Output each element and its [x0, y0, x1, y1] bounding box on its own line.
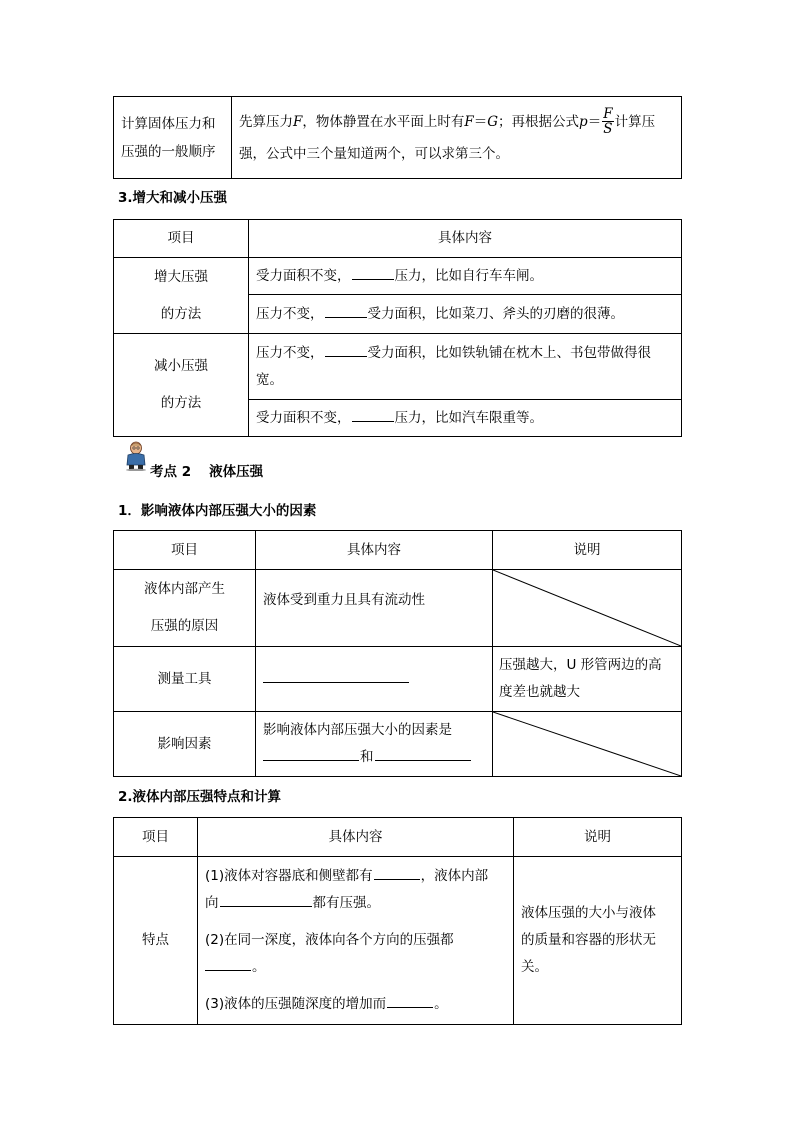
var-F: F — [293, 113, 303, 130]
kaodian-label: 考点 2 — [150, 464, 192, 480]
tool-note-line1: 压强越大，U 形管两边的高 — [499, 657, 662, 673]
header-content: 具体内容 — [256, 531, 493, 570]
feature-p1-text: ，液体内部 — [420, 868, 489, 884]
header-note: 说明 — [493, 531, 682, 570]
tool-note-line2: 度差也就越大 — [499, 684, 580, 700]
factor-line1: 影响液体内部压强大小的因素是 — [263, 722, 452, 738]
answer-blank[interactable] — [205, 956, 251, 971]
feature-p1-text: (1)液体对容器底和侧壁都有 — [205, 868, 373, 884]
feature-note-line2: 的质量和容器的形状无 — [521, 932, 656, 948]
feature-p1-text: 向 — [205, 895, 219, 911]
procedure-text: 计算压 — [614, 113, 656, 130]
eq-G: G — [487, 113, 499, 130]
feature-p2-text: 。 — [252, 959, 266, 975]
dec-r1-text: 压力不变， — [256, 344, 324, 361]
section3-heading: 3.增大和减小压强 — [118, 190, 228, 206]
answer-blank[interactable] — [352, 407, 394, 422]
section1-heading: 1．影响液体内部压强大小的因素 — [118, 503, 317, 519]
formula-eq: ＝ — [587, 113, 602, 130]
header-item: 项目 — [114, 818, 198, 857]
fraction-numerator: F — [603, 106, 613, 122]
feature-note-line3: 关。 — [521, 959, 548, 975]
procedure-content-cell — [232, 97, 682, 179]
solid-pressure-procedure-table — [113, 96, 682, 179]
header-item: 项目 — [114, 531, 256, 570]
formula-p: p — [579, 113, 588, 130]
answer-blank[interactable] — [375, 746, 471, 761]
procedure-label-line1: 计算固体压力和 — [121, 115, 216, 132]
dec-r1-text: 受力面积，比如铁轨铺在枕木上、书包带做得很 — [367, 344, 651, 361]
reason-label-line2: 压强的原因 — [150, 618, 219, 634]
reason-label — [114, 570, 256, 647]
decrease-label-line1: 减小压强 — [154, 358, 208, 374]
inc-r2-text: 受力面积，比如菜刀、斧头的刃磨的很薄。 — [367, 305, 624, 322]
answer-blank[interactable] — [387, 993, 433, 1008]
factor-note-empty — [493, 712, 682, 777]
tool-label: 测量工具 — [114, 647, 256, 712]
liquid-pressure-features-table — [113, 817, 682, 1025]
feature-p2-text: (2)在同一深度，液体向各个方向的压强都 — [205, 932, 454, 948]
header-content: 具体内容 — [249, 220, 682, 258]
factor-content — [256, 712, 493, 777]
tool-content — [256, 647, 493, 712]
kaodian-heading — [150, 460, 263, 480]
inc-r1-text: 受力面积不变， — [256, 267, 351, 284]
inc-r1-text: 压力，比如自行车车闸。 — [394, 267, 543, 284]
procedure-text: ，物体静置在水平面上时有 — [302, 113, 465, 130]
feature-note-line1: 液体压强的大小与液体 — [521, 905, 656, 921]
feature-p3-text: (3)液体的压强随深度的增加而 — [205, 996, 387, 1012]
reason-content: 液体受到重力且具有流动性 — [256, 570, 493, 647]
pressure-formula-fraction — [602, 107, 613, 136]
answer-blank[interactable] — [220, 892, 312, 907]
reason-label-line1: 液体内部产生 — [144, 581, 225, 597]
answer-blank[interactable] — [325, 303, 367, 318]
procedure-text: 先算压力 — [239, 113, 293, 130]
eq-sign: ＝ — [473, 113, 488, 130]
fraction-denominator: S — [603, 121, 613, 137]
feature-p3-text: 。 — [434, 996, 448, 1012]
decrease-method-label — [114, 334, 249, 437]
feature-note — [514, 857, 682, 1025]
dec-r2-text: 受力面积不变， — [256, 409, 351, 426]
increase-row1 — [249, 258, 682, 295]
answer-blank[interactable] — [374, 865, 420, 880]
header-item: 项目 — [114, 220, 249, 258]
procedure-label-line2: 压强的一般顺序 — [121, 143, 216, 160]
answer-blank[interactable] — [263, 668, 409, 683]
eq-F: F — [464, 113, 474, 130]
increase-decrease-pressure-table — [113, 219, 682, 437]
tool-note — [493, 647, 682, 712]
feature-label: 特点 — [114, 857, 198, 1025]
procedure-content-line2: 强，公式中三个量知道两个，可以求第三个。 — [239, 145, 509, 162]
feature-content — [198, 857, 514, 1025]
factor-label: 影响因素 — [114, 712, 256, 777]
procedure-text: ；再根据公式 — [498, 113, 580, 130]
dec-r2-text: 压力，比如汽车限重等。 — [394, 409, 543, 426]
decrease-row2 — [249, 400, 682, 437]
liquid-pressure-factors-table — [113, 530, 682, 777]
kaodian-title: 液体压强 — [209, 464, 264, 480]
header-note: 说明 — [514, 818, 682, 857]
increase-method-label — [114, 258, 249, 334]
decrease-row1 — [249, 334, 682, 400]
procedure-content-line1 — [239, 106, 675, 138]
factor-and: 和 — [360, 749, 374, 765]
procedure-label-cell — [114, 97, 232, 179]
inc-r2-text: 压力不变， — [256, 305, 324, 322]
increase-label-line1: 增大压强 — [154, 268, 208, 285]
section2-heading: 2.液体内部压强特点和计算 — [118, 789, 282, 805]
answer-blank[interactable] — [352, 265, 394, 280]
teacher-figure-icon — [124, 441, 148, 471]
increase-label-line2: 的方法 — [160, 305, 202, 322]
answer-blank[interactable] — [325, 342, 367, 357]
header-content: 具体内容 — [198, 818, 514, 857]
decrease-label-line2: 的方法 — [160, 395, 202, 411]
increase-row2 — [249, 295, 682, 334]
reason-note-empty — [493, 570, 682, 647]
feature-p1-text: 都有压强。 — [312, 895, 380, 911]
answer-blank[interactable] — [263, 746, 359, 761]
dec-r1-text-cont: 宽。 — [256, 371, 283, 388]
